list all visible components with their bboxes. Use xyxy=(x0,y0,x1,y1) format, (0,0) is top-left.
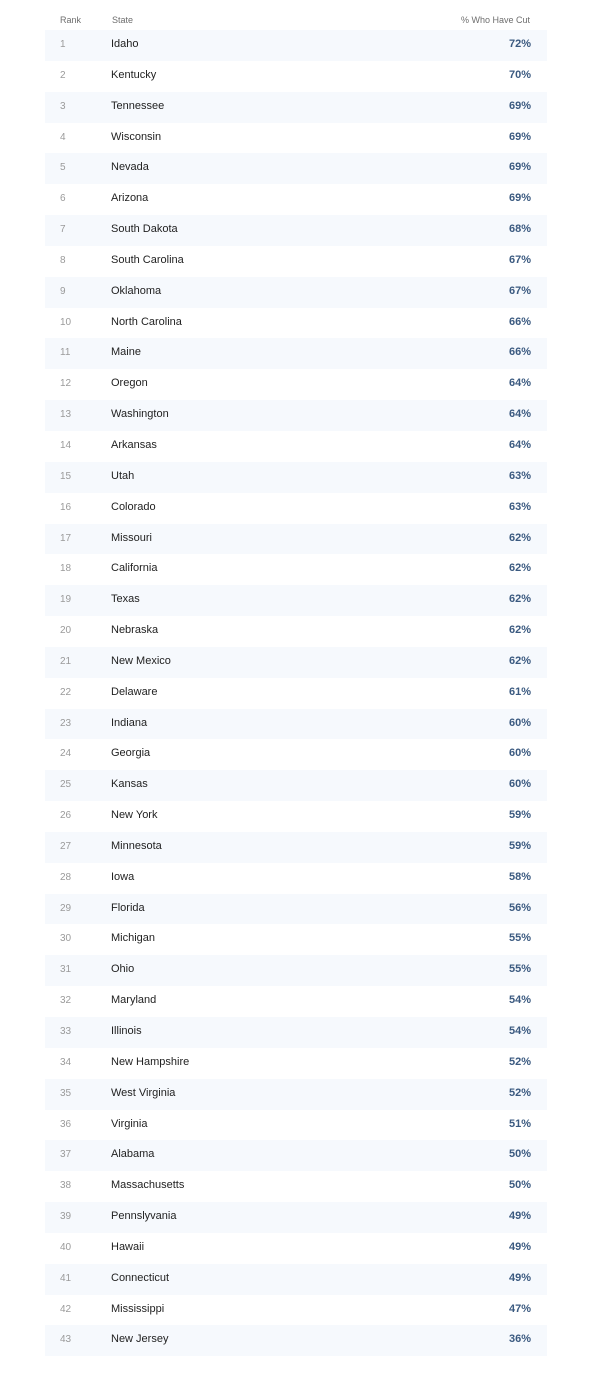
table-row xyxy=(45,1202,547,1233)
percent-column-header: % Who Have Cut xyxy=(460,15,530,25)
table-row xyxy=(45,524,547,555)
rank-cell: 27 xyxy=(60,840,72,852)
table-row xyxy=(45,61,547,92)
table-row xyxy=(45,1264,547,1295)
table-row xyxy=(45,616,547,647)
table-row xyxy=(45,277,547,308)
rank-cell: 9 xyxy=(60,285,66,297)
table-row xyxy=(45,123,547,154)
table-row xyxy=(45,894,547,925)
state-cell: Maryland xyxy=(111,994,157,1007)
percent-cell: 47% xyxy=(508,1302,531,1315)
rank-column-header: Rank xyxy=(60,15,82,25)
rank-cell: 28 xyxy=(60,871,72,883)
table-row xyxy=(45,554,547,585)
percent-cell: 63% xyxy=(508,500,531,513)
rank-cell: 42 xyxy=(60,1303,72,1315)
table-row xyxy=(45,955,547,986)
percent-cell: 49% xyxy=(508,1271,531,1284)
state-cell: Oklahoma xyxy=(111,284,162,297)
table-row xyxy=(45,462,547,493)
table-row xyxy=(45,801,547,832)
rank-cell: 22 xyxy=(60,686,72,698)
table-row xyxy=(45,585,547,616)
rank-cell: 31 xyxy=(60,964,72,976)
percent-cell: 52% xyxy=(508,1055,531,1068)
state-column-header: State xyxy=(112,15,134,25)
state-cell: Pennslyvania xyxy=(111,1210,177,1223)
rank-cell: 18 xyxy=(60,563,72,575)
percent-cell: 60% xyxy=(508,747,531,760)
state-cell: California xyxy=(111,562,158,575)
percent-cell: 67% xyxy=(508,253,531,266)
percent-cell: 62% xyxy=(508,593,531,606)
rank-cell: 20 xyxy=(60,625,72,637)
state-cell: Florida xyxy=(111,901,145,914)
table-row xyxy=(45,184,547,215)
percent-cell: 60% xyxy=(508,778,531,791)
state-cell: Illinois xyxy=(111,1025,142,1037)
state-cell: Mississippi xyxy=(111,1302,165,1315)
percent-cell: 66% xyxy=(508,315,531,328)
rank-cell: 26 xyxy=(60,810,72,822)
rank-cell: 2 xyxy=(60,69,66,81)
percent-cell: 49% xyxy=(508,1240,531,1253)
table-row xyxy=(45,770,547,801)
percent-cell: 69% xyxy=(508,130,531,143)
rank-cell: 43 xyxy=(60,1334,72,1346)
state-cell: Indiana xyxy=(111,716,148,729)
state-cell: Iowa xyxy=(111,870,135,883)
rank-cell: 6 xyxy=(60,193,66,205)
table-row xyxy=(45,1017,547,1048)
rank-cell: 37 xyxy=(60,1149,72,1161)
percent-cell: 56% xyxy=(508,901,531,914)
rank-cell: 30 xyxy=(60,933,72,945)
state-cell: Minnesota xyxy=(111,839,162,852)
percent-cell: 51% xyxy=(508,1117,531,1130)
percent-cell: 69% xyxy=(508,161,531,174)
state-cell: Texas xyxy=(111,593,140,606)
state-cell: South Dakota xyxy=(111,223,178,236)
rank-cell: 40 xyxy=(60,1241,72,1253)
percent-cell: 70% xyxy=(508,68,531,81)
table-row xyxy=(45,739,547,770)
state-cell: Arizona xyxy=(111,192,149,205)
rank-cell: 7 xyxy=(60,224,66,236)
state-cell: West Virginia xyxy=(111,1086,176,1099)
percent-cell: 54% xyxy=(508,994,531,1007)
state-cell: New Jersey xyxy=(111,1333,169,1346)
rank-cell: 35 xyxy=(60,1087,72,1099)
rank-cell: 38 xyxy=(60,1180,72,1192)
percent-cell: 60% xyxy=(508,716,531,729)
state-cell: Michigan xyxy=(111,932,156,945)
rank-cell: 10 xyxy=(60,316,72,328)
percent-cell: 59% xyxy=(508,839,531,852)
state-cell: New Mexico xyxy=(111,654,171,667)
table-row xyxy=(45,647,547,678)
percent-cell: 66% xyxy=(508,346,531,359)
table-row xyxy=(45,369,547,400)
rank-cell: 13 xyxy=(60,409,72,421)
rank-cell: 25 xyxy=(60,779,72,791)
rank-cell: 21 xyxy=(60,655,72,667)
percent-cell: 59% xyxy=(508,809,531,822)
state-cell: New Hampshire xyxy=(111,1055,190,1068)
table-row xyxy=(45,986,547,1017)
percent-cell: 52% xyxy=(508,1086,531,1099)
percent-cell: 61% xyxy=(508,685,531,698)
table-row xyxy=(45,92,547,123)
state-cell: Kentucky xyxy=(111,68,157,81)
table-row xyxy=(45,709,547,740)
percent-cell: 62% xyxy=(508,654,531,667)
state-cell: Colorado xyxy=(111,500,156,513)
state-cell: Hawaii xyxy=(111,1240,145,1253)
table-row xyxy=(45,678,547,709)
state-cell: Utah xyxy=(111,469,135,482)
percent-cell: 69% xyxy=(508,192,531,205)
table-row xyxy=(45,246,547,277)
percent-cell: 72% xyxy=(508,38,531,50)
state-cell: Alabama xyxy=(111,1148,155,1161)
table-row xyxy=(45,1140,547,1171)
state-cell: North Carolina xyxy=(111,315,182,328)
table-row xyxy=(45,863,547,894)
rank-cell: 19 xyxy=(60,594,72,606)
table-header xyxy=(45,0,547,30)
rank-cell: 41 xyxy=(60,1272,72,1284)
percent-cell: 36% xyxy=(508,1333,531,1346)
state-cell: Maine xyxy=(111,346,141,359)
state-cell: Connecticut xyxy=(111,1271,170,1284)
rank-cell: 14 xyxy=(60,439,72,451)
state-cell: Kansas xyxy=(111,778,148,791)
state-cell: Massachusetts xyxy=(111,1179,185,1192)
percent-cell: 55% xyxy=(508,932,531,945)
rank-cell: 29 xyxy=(60,902,72,914)
percent-cell: 62% xyxy=(508,531,531,544)
rank-cell: 5 xyxy=(60,162,66,174)
rank-cell: 4 xyxy=(60,131,66,143)
table-row xyxy=(45,215,547,246)
table-row xyxy=(45,493,547,524)
state-ranking-table xyxy=(45,0,547,1356)
state-cell: Delaware xyxy=(111,685,158,698)
rank-cell: 3 xyxy=(60,100,66,112)
percent-cell: 64% xyxy=(508,438,531,451)
table-row xyxy=(45,1295,547,1326)
state-cell: Oregon xyxy=(111,377,148,390)
state-cell: New York xyxy=(111,809,158,822)
table-row xyxy=(45,30,547,61)
percent-cell: 55% xyxy=(508,963,531,976)
rank-cell: 8 xyxy=(60,254,66,266)
state-cell: Nebraska xyxy=(111,624,159,637)
percent-cell: 63% xyxy=(508,469,531,482)
table-body xyxy=(45,30,547,1356)
rank-cell: 36 xyxy=(60,1118,72,1130)
percent-cell: 62% xyxy=(508,624,531,637)
table-row xyxy=(45,832,547,863)
rank-cell: 17 xyxy=(60,532,72,544)
rank-cell: 32 xyxy=(60,995,72,1007)
percent-cell: 50% xyxy=(508,1148,531,1161)
table-row xyxy=(45,1110,547,1141)
rank-cell: 33 xyxy=(60,1026,72,1037)
percent-cell: 62% xyxy=(508,562,531,575)
percent-cell: 64% xyxy=(508,377,531,390)
percent-cell: 68% xyxy=(508,223,531,236)
percent-cell: 67% xyxy=(508,284,531,297)
table-row xyxy=(45,400,547,431)
rank-cell: 15 xyxy=(60,470,72,482)
percent-cell: 69% xyxy=(508,99,531,112)
table-row xyxy=(45,338,547,369)
rank-cell: 12 xyxy=(60,378,72,390)
rank-cell: 34 xyxy=(60,1056,72,1068)
rank-cell: 16 xyxy=(60,501,72,513)
table-row xyxy=(45,1233,547,1264)
percent-cell: 54% xyxy=(508,1025,531,1037)
rank-cell: 1 xyxy=(60,39,66,50)
percent-cell: 49% xyxy=(508,1210,531,1223)
table-row xyxy=(45,153,547,184)
rank-cell: 24 xyxy=(60,748,72,760)
state-cell: Tennessee xyxy=(111,99,165,112)
table-row xyxy=(45,1048,547,1079)
state-cell: Ohio xyxy=(111,963,135,976)
state-cell: Wisconsin xyxy=(111,130,162,143)
state-cell: South Carolina xyxy=(111,253,184,266)
state-cell: Arkansas xyxy=(111,438,157,451)
state-cell: Idaho xyxy=(111,38,139,50)
table-row xyxy=(45,1079,547,1110)
table-row xyxy=(45,924,547,955)
state-cell: Georgia xyxy=(111,747,151,760)
percent-cell: 58% xyxy=(508,870,531,883)
percent-cell: 50% xyxy=(508,1179,531,1192)
table-row xyxy=(45,1325,547,1356)
table-row xyxy=(45,308,547,339)
state-cell: Virginia xyxy=(111,1117,148,1130)
rank-cell: 39 xyxy=(60,1211,72,1223)
state-cell: Missouri xyxy=(111,531,152,544)
state-cell: Washington xyxy=(111,408,169,421)
rank-cell: 23 xyxy=(60,717,72,729)
percent-cell: 64% xyxy=(508,408,531,421)
table-row xyxy=(45,1171,547,1202)
rank-cell: 11 xyxy=(60,347,71,359)
table-row xyxy=(45,431,547,462)
state-cell: Nevada xyxy=(111,161,149,174)
